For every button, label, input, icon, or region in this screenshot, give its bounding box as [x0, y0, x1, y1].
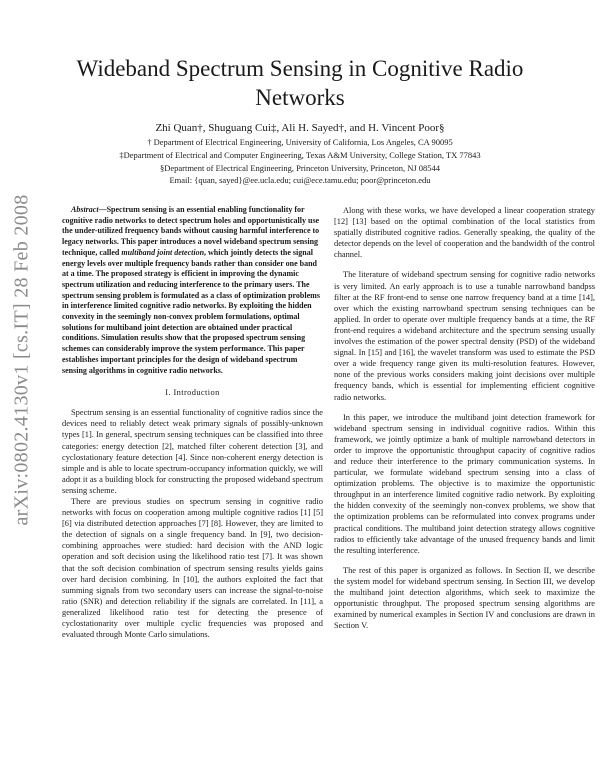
left-column	[62, 205, 323, 640]
body-paragraph: The literature of wideband spectrum sensing for cognitive radio networks is very limited. An early approach is to use a tunable narrowband bandpss filter at the RF front-end to sense one narrow frequency band at a time [14], over which the existing narrowband spectrum sensing techniques can be applied. In order to operate over multiple frequency bands at a time, the RF front-end requires a wideband architecture and the spectrum sensing usually involves the estimation of the power spectral density (PSD) of the wideband signal. In [15] and [16], the wavelet transform was used to estimate the PSD over a wide frequency range given its multi-resolution features. However, none of the previous works considers making joint decisions over multiple frequency bands, which is essential for implementing efficient cognitive radio networks.	[334, 270, 595, 402]
section-heading-introduction: I. Introduction	[165, 388, 220, 398]
body-paragraph: In this paper, we introduce the multiband joint detection framework for wideband spectrum sensing in individual cognitive radios. Within this framework, we jointly optimize a bank of multiple narrowband detectors in order to improve the opportunistic throughput capacity of cognitive radios and reduce their interference to the primary communication systems. In particular, we formulate wideband spectrum sensing into a class of optimization problems. The objective is to maximize the opportunistic throughput in an interference limited cognitive radio network. By exploiting the hidden convexity of the seemingly non-convex problems, we show that the optimization problems can be reformulated into convex programs under practical conditions. The multiband joint detection strategy allows cognitive radios to efficiently take advantage of the unused frequency bands and limit the resulting interference.	[334, 412, 595, 555]
affiliation-ucla: † Department of Electrical Engineering, University of California, Los Angeles, CA 90095	[147, 137, 453, 147]
abstract-text-2: , which jointly detects the signal energy levels over multiple frequency bands rather than consider one band at a time. The proposed strategy is efficient in improving the dynamic spectrum utilization and reducing interference to the primary users. The spectrum sensing problem is formulated as a class of optimization problems in interference limited cognitive radio networks. By exploiting the hidden convexity in the seemingly non-convex problem formulations, optimal solutions for multiband joint detection are obtained under practical conditions. Simulation results show that the proposed spectrum sensing schemes can considerably improve the system performance. This paper establishes important principles for the design of wideband spectrum sensing algorithms in cognitive radio networks.	[62, 247, 320, 375]
author-list: Zhi Quan†, Shuguang Cui‡, Ali H. Sayed†, and H. Vincent Poor§	[155, 122, 445, 134]
abstract-text-1: —Spectrum sensing is an essential enabling functionality for cognitive radio networks to detect spectrum holes and opportunistically use the under-utilized frequency bands without causing harmful interference to legacy networks. This paper introduces a novel wideband spectrum sensing technique, called	[62, 205, 320, 257]
abstract-emphasis: multiband joint detection	[121, 247, 205, 257]
body-paragraph: Along with these works, we have developed a linear cooperation strategy [12] [13] based on the optimal combination of the local statistics from spatially distributed cognitive radios. Generally speaking, the quality of the detector depends on the level of cooperation and the bandwidth of the control channel.	[334, 206, 595, 260]
intro-paragraph: There are previous studies on spectrum sensing in cognitive radio networks with focus on cooperation among multiple cognitive radios [1] [5] [6] via distributed detection approaches [7] [8]. However, they are limited to the detection of signals on a single frequency band. In [9], two decision-combining approaches were studied: hard decision with the AND logic operation and soft decision using the likelihood ratio test [7]. It was shown that the soft decision combination of spectrum sensing results yields gains over hard decision combining. In [10], the authors exploited the fact that summing signals from two secondary users can increase the signal-to-noise ratio (SNR) and detection reliability if the signals are correlated. In [11], a generalized likelihood ratio test for detecting the presence of cyclostationarity over multiple cyclic frequencies was proposed and evaluated through Monte Carlo simulations.	[62, 497, 323, 640]
abstract	[62, 205, 323, 376]
abstract-label: Abstract	[71, 205, 99, 214]
arxiv-stamp-text: arXiv:0802.4130v1 [cs.IT] 28 Feb 2008	[10, 194, 33, 526]
affiliation-princeton: §Department of Electrical Engineering, Princeton University, Princeton, NJ 08544	[159, 163, 441, 173]
paper-title: Wideband Spectrum Sensing in Cognitive Radio Networks	[76, 56, 524, 110]
affiliation-tamu: ‡Department of Electrical and Computer Engineering, Texas A&M University, College Station, TX 77843	[119, 150, 481, 160]
author-emails: Email: {quan, sayed}@ee.ucla.edu; cui@ece.tamu.edu; poor@princeton.edu	[169, 175, 431, 185]
intro-paragraph: Spectrum sensing is an essential functionality of cognitive radios since the devices need to reliably detect weak primary signals of possibly-unknown types [1]. In general, spectrum sensing techniques can be classified into three categories: energy detection [2], matched filter coherent detection [3], and cyclostationary feature detection [4]. Since non-coherent energy detection is simple and is able to locate spectrum-occupancy information quickly, we will adopt it as a building block for constructing the proposed wideband spectrum sensing scheme.	[62, 408, 323, 495]
body-paragraph: The rest of this paper is organized as follows. In Section II, we describe the system model for wideband spectrum sensing. In Section III, we develop the multiband joint detection algorithms, which seek to maximize the opportunistic throughput. The proposed spectrum sensing algorithms are examined by numerical examples in Section IV and conclusions are drawn in Section V.	[334, 565, 595, 631]
arxiv-stamp	[2, 194, 42, 526]
right-column	[334, 205, 595, 631]
